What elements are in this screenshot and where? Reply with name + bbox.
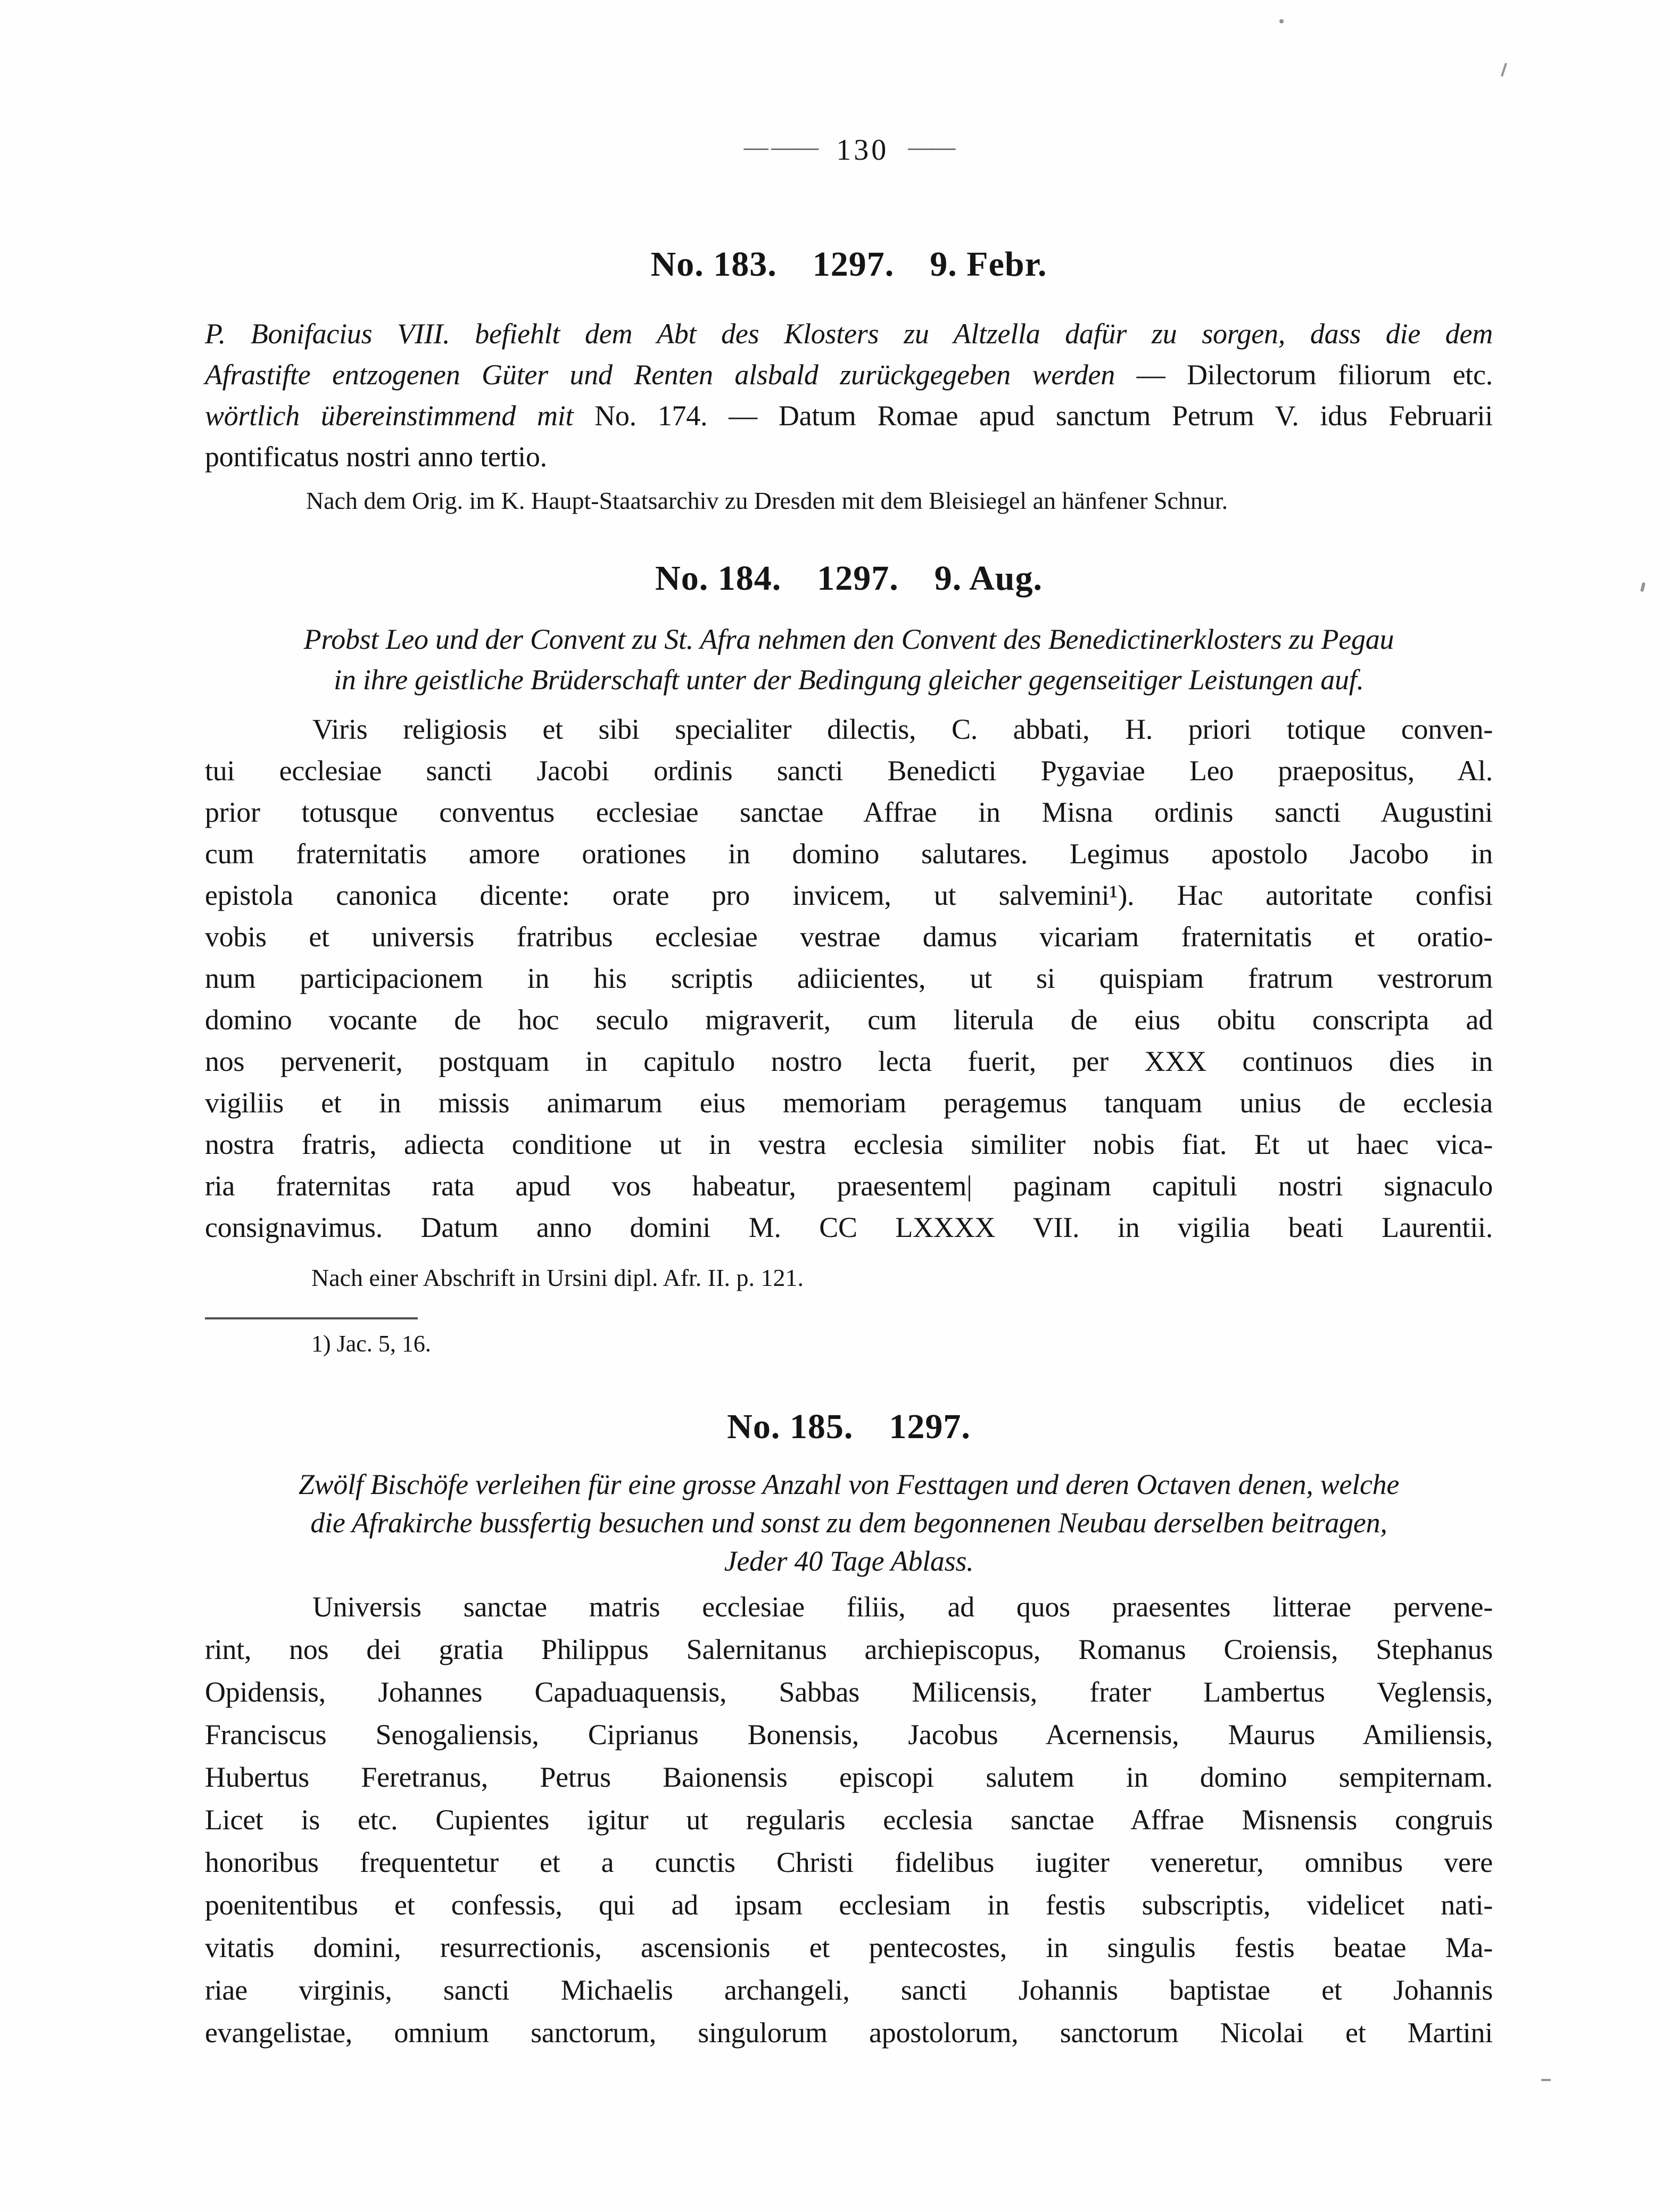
body-line: Licet is etc. Cupientes igitur ut regularis ecclesia sanctae Affrae Misnensis congruis [205, 1804, 1493, 1836]
body-line: nostra fratris, adiecta conditione ut in vestra ecclesia similiter nobis fiat. Et ut haec vica- [205, 1128, 1493, 1160]
body-line: vobis et universis fratribus ecclesiae vestrae damus vicariam fraternitatis et oratio- [205, 921, 1493, 953]
summary-line: Jeder 40 Tage Ablass. [724, 1545, 974, 1577]
entry-185-body [205, 1586, 1493, 2054]
footnote-divider [205, 1317, 418, 1319]
summary-line [205, 354, 1493, 395]
body-line: cum fraternitatis amore orationes in domino salutares. Legimus apostolo Jacobo in [205, 838, 1493, 870]
body-line: vigiliis et in missis animarum eius memoriam peragemus tanquam unius de ecclesia [205, 1087, 1493, 1119]
header-right-rule: —— [908, 133, 954, 160]
page-header [205, 134, 1493, 168]
entry-183-heading: No. 183. 1297. 9. Febr. [650, 245, 1047, 284]
summary-line: Zwölf Bischöfe verleihen für eine grosse Anzahl von Festtagen und deren Octaven denen, welche [298, 1468, 1400, 1500]
entry-185-summary [205, 1465, 1493, 1580]
body-line: domino vocante de hoc seculo migraverit, cum literula de eius obitu conscripta ad [205, 1004, 1493, 1036]
body-line: prior totusque conventus ecclesiae sanctae Affrae in Misna ordinis sancti Augustini [205, 796, 1493, 828]
entry-185 [205, 1408, 1493, 2054]
summary-segment: No. 174. — Datum Romae apud sanctum Petrum V. idus Februarii [594, 400, 1493, 432]
body-line: consignavimus. Datum anno domini M. CC LXXXX VII. in vigilia beati Laurentii. [205, 1211, 1493, 1243]
scan-artifact [1640, 582, 1646, 592]
summary-line [205, 436, 1493, 477]
body-line: num participacionem in his scriptis adiicientes, ut si quispiam fratrum vestrorum [205, 962, 1493, 994]
entry-184-summary [205, 619, 1493, 700]
scan-artifact [1501, 63, 1507, 77]
summary-line: Probst Leo und der Convent zu St. Afra nehmen den Convent des Benedictinerklosters zu Pegau [303, 623, 1394, 655]
summary-segment: wörtlich übereinstimmend mit [205, 400, 595, 432]
body-line: nos pervenerit, postquam in capitulo nostro lecta fuerit, per XXX continuos dies in [205, 1045, 1493, 1077]
body-line: honoribus frequentetur et a cunctis Christi fidelibus iugiter veneretur, omnibus vere [205, 1846, 1493, 1878]
summary-segment: Afrastifte entzogenen Güter und Renten alsbald zurückgegeben werden [205, 359, 1137, 391]
footnote-1: 1) Jac. 5, 16. [311, 1331, 431, 1357]
body-line: epistola canonica dicente: orate pro invicem, ut salvemini¹). Hac autoritate confisi [205, 879, 1493, 911]
scan-artifact [1541, 2079, 1551, 2081]
body-line: evangelistae, omnium sanctorum, singulorum apostolorum, sanctorum Nicolai et Martini [205, 2017, 1493, 2049]
summary-segment: P. Bonifacius VIII. befiehlt dem Abt des Klosters zu Altzella dafür zu sorgen, dass die dem [205, 318, 1493, 350]
body-line: Franciscus Senogaliensis, Ciprianus Bonensis, Jacobus Acernensis, Maurus Amiliensis, [205, 1719, 1493, 1751]
summary-line: die Afrakirche bussfertig besuchen und sonst zu dem begonnenen Neubau derselben beitragen, [310, 1507, 1387, 1539]
body-line: vitatis domini, resurrectionis, ascensionis et pentecostes, in singulis festis beatae Ma- [205, 1932, 1493, 1963]
summary-line: in ihre geistliche Brüderschaft unter der Bedingung gleicher gegenseitiger Leistungen auf. [334, 664, 1364, 696]
header-left-rule: — —— [743, 133, 817, 160]
body-line: tui ecclesiae sancti Jacobi ordinis sancti Benedicti Pygaviae Leo praepositus, Al. [205, 755, 1493, 787]
summary-line [205, 313, 1493, 354]
summary-segment: pontificatus nostri anno tertio. [205, 441, 547, 473]
entry-184 [205, 559, 1493, 1358]
scan-artifact [1279, 19, 1284, 23]
page-number: 130 [836, 134, 889, 167]
body-line: Hubertus Feretranus, Petrus Baionensis episcopi salutem in domino sempiternam. [205, 1761, 1493, 1793]
entry-184-source-note: Nach einer Abschrift in Ursini dipl. Afr. II. p. 121. [311, 1264, 804, 1291]
entry-183 [205, 245, 1493, 516]
summary-segment: — Dilectorum filiorum etc. [1136, 359, 1493, 391]
summary-line [205, 395, 1493, 436]
entry-183-summary [205, 313, 1493, 477]
body-line: riae virginis, sancti Michaelis archangeli, sancti Johannis baptistae et Johannis [205, 1974, 1493, 2006]
body-line: rint, nos dei gratia Philippus Salernitanus archiepiscopus, Romanus Croiensis, Stephanus [205, 1633, 1493, 1665]
entry-184-body [205, 708, 1493, 1248]
body-line: ria fraternitas rata apud vos habeatur, praesentem| paginam capituli nostri signaculo [205, 1170, 1493, 1202]
entry-184-heading: No. 184. 1297. 9. Aug. [655, 559, 1043, 598]
body-line: Viris religiosis et sibi specialiter dilectis, C. abbati, H. priori totique conven- [312, 713, 1493, 745]
body-line: Universis sanctae matris ecclesiae filiis, ad quos praesentes litterae pervene- [312, 1591, 1493, 1623]
entry-185-heading: No. 185. 1297. [727, 1407, 971, 1446]
entry-183-source-note: Nach dem Orig. im K. Haupt-Staatsarchiv zu Dresden mit dem Bleisiegel an hänfener Schnur. [306, 487, 1228, 514]
body-line: Opidensis, Johannes Capaduaquensis, Sabbas Milicensis, frater Lambertus Veglensis, [205, 1676, 1493, 1708]
body-line: poenitentibus et confessis, qui ad ipsam ecclesiam in festis subscriptis, videlicet nati- [205, 1889, 1493, 1921]
